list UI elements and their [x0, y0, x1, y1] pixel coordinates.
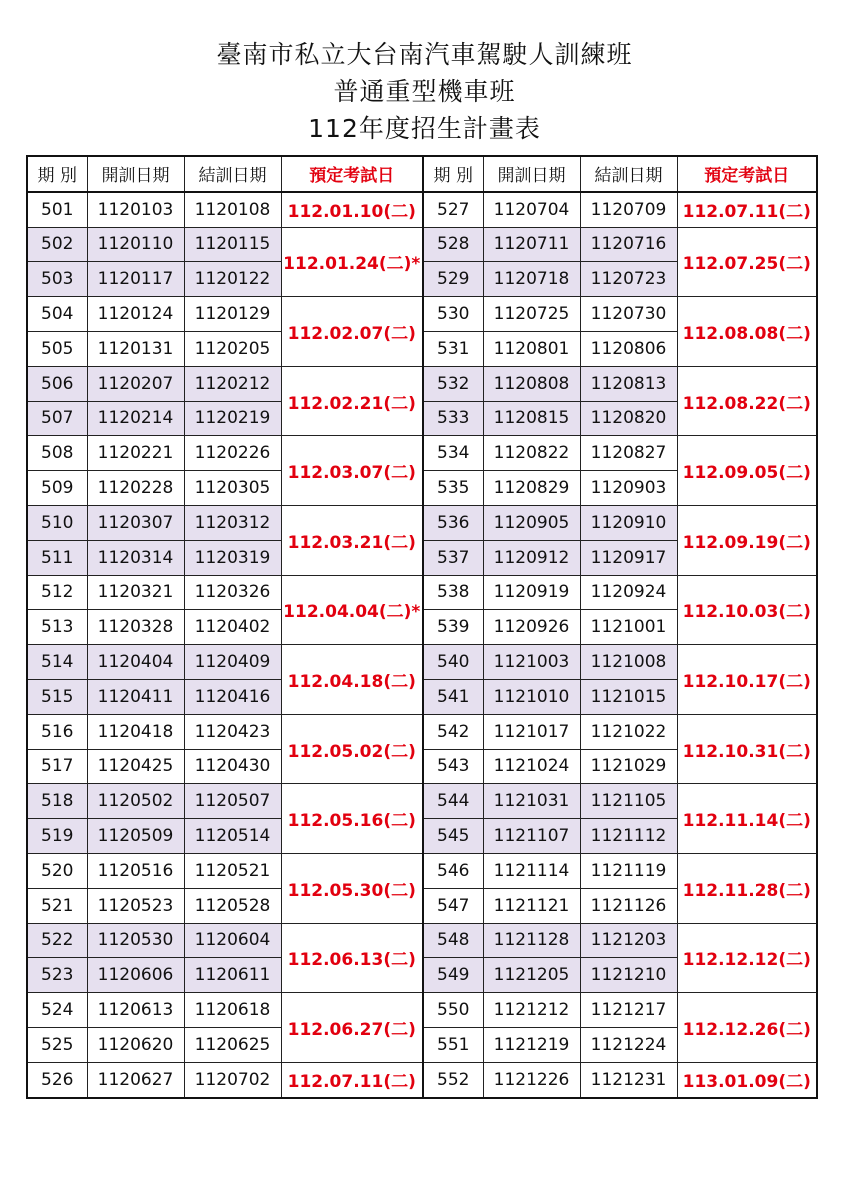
end-date-cell: 1121001 [580, 610, 677, 645]
exam-date-cell: 112.12.26(二) [677, 993, 817, 1063]
start-date-cell: 1120704 [483, 192, 580, 227]
end-date-cell: 1120716 [580, 227, 677, 262]
enrollment-schedule-table [26, 155, 818, 1099]
end-date-cell: 1121126 [580, 888, 677, 923]
period-cell: 510 [27, 505, 87, 540]
table-row [27, 1062, 817, 1097]
period-cell: 531 [423, 331, 483, 366]
exam-date-cell: 112.01.24(二)* [281, 227, 423, 297]
exam-date-cell: 112.10.03(二) [677, 575, 817, 645]
end-date-cell: 1120625 [184, 1027, 281, 1062]
period-cell: 536 [423, 505, 483, 540]
start-date-cell: 1120523 [87, 888, 184, 923]
start-date-cell: 1120502 [87, 784, 184, 819]
end-date-cell: 1120924 [580, 575, 677, 610]
period-cell: 519 [27, 819, 87, 854]
end-date-cell: 1120820 [580, 401, 677, 436]
exam-date-cell: 113.01.09(二) [677, 1062, 817, 1097]
end-date-cell: 1120416 [184, 679, 281, 714]
period-cell: 547 [423, 888, 483, 923]
end-date-cell: 1120917 [580, 540, 677, 575]
table-row [27, 297, 817, 332]
start-date-cell: 1121017 [483, 714, 580, 749]
exam-date-cell: 112.09.19(二) [677, 505, 817, 575]
period-cell: 544 [423, 784, 483, 819]
period-cell: 552 [423, 1062, 483, 1097]
start-date-cell: 1120725 [483, 297, 580, 332]
exam-date-cell: 112.10.17(二) [677, 645, 817, 715]
period-cell: 505 [27, 331, 87, 366]
exam-date-cell: 112.01.10(二) [281, 192, 423, 227]
start-date-cell: 1120829 [483, 471, 580, 506]
period-cell: 546 [423, 853, 483, 888]
period-cell: 550 [423, 993, 483, 1028]
end-date-cell: 1121224 [580, 1027, 677, 1062]
table-row [27, 784, 817, 819]
exam-date-cell: 112.05.30(二) [281, 853, 423, 923]
period-cell: 528 [423, 227, 483, 262]
end-date-cell: 1120806 [580, 331, 677, 366]
end-date-cell: 1120205 [184, 331, 281, 366]
period-cell: 549 [423, 958, 483, 993]
period-cell: 538 [423, 575, 483, 610]
start-date-cell: 1120110 [87, 227, 184, 262]
start-date-cell: 1120808 [483, 366, 580, 401]
period-cell: 518 [27, 784, 87, 819]
end-date-cell: 1121008 [580, 645, 677, 680]
end-date-cell: 1120423 [184, 714, 281, 749]
end-date-cell: 1120514 [184, 819, 281, 854]
period-cell: 524 [27, 993, 87, 1028]
start-date-cell: 1120307 [87, 505, 184, 540]
end-date-cell: 1120409 [184, 645, 281, 680]
start-date-cell: 1121107 [483, 819, 580, 854]
period-cell: 502 [27, 227, 87, 262]
end-date-cell: 1120521 [184, 853, 281, 888]
period-cell: 543 [423, 749, 483, 784]
exam-date-cell: 112.08.22(二) [677, 366, 817, 436]
end-date-cell: 1120618 [184, 993, 281, 1028]
period-cell: 551 [423, 1027, 483, 1062]
end-date-cell: 1120730 [580, 297, 677, 332]
end-date-cell: 1120129 [184, 297, 281, 332]
period-cell: 501 [27, 192, 87, 227]
start-date-cell: 1120801 [483, 331, 580, 366]
table-row [27, 853, 817, 888]
start-date-cell: 1120418 [87, 714, 184, 749]
start-date-cell: 1120822 [483, 436, 580, 471]
start-date-cell: 1120214 [87, 401, 184, 436]
start-date-cell: 1120919 [483, 575, 580, 610]
start-date-cell: 1120516 [87, 853, 184, 888]
start-date-cell: 1121212 [483, 993, 580, 1028]
exam-date-cell: 112.04.04(二)* [281, 575, 423, 645]
period-cell: 521 [27, 888, 87, 923]
start-date-cell: 1120509 [87, 819, 184, 854]
school-name: 臺南市私立大台南汽車駕駛人訓練班 [216, 40, 633, 69]
exam-date-cell: 112.07.11(二) [677, 192, 817, 227]
period-cell: 541 [423, 679, 483, 714]
period-cell: 508 [27, 436, 87, 471]
start-date-cell: 1121205 [483, 958, 580, 993]
exam-date-cell: 112.10.31(二) [677, 714, 817, 784]
period-cell: 529 [423, 262, 483, 297]
end-date-cell: 1120402 [184, 610, 281, 645]
end-date-cell: 1120305 [184, 471, 281, 506]
period-cell: 515 [27, 679, 87, 714]
header-start-date: 開訓日期 [87, 156, 184, 192]
table-row [27, 714, 817, 749]
start-date-cell: 1120425 [87, 749, 184, 784]
end-date-cell: 1121119 [580, 853, 677, 888]
end-date-cell: 1120122 [184, 262, 281, 297]
start-date-cell: 1121226 [483, 1062, 580, 1097]
start-date-cell: 1120404 [87, 645, 184, 680]
start-date-cell: 1120613 [87, 993, 184, 1028]
end-date-cell: 1120212 [184, 366, 281, 401]
end-date-cell: 1120903 [580, 471, 677, 506]
end-date-cell: 1121210 [580, 958, 677, 993]
class-type: 普通重型機車班 [333, 77, 516, 106]
document-header [0, 36, 849, 147]
end-date-cell: 1120115 [184, 227, 281, 262]
end-date-cell: 1120827 [580, 436, 677, 471]
start-date-cell: 1120711 [483, 227, 580, 262]
exam-date-cell: 112.11.28(二) [677, 853, 817, 923]
start-date-cell: 1120314 [87, 540, 184, 575]
table-row [27, 505, 817, 540]
period-cell: 535 [423, 471, 483, 506]
exam-date-cell: 112.05.16(二) [281, 784, 423, 854]
exam-date-cell: 112.11.14(二) [677, 784, 817, 854]
start-date-cell: 1120620 [87, 1027, 184, 1062]
end-date-cell: 1120430 [184, 749, 281, 784]
table-row [27, 192, 817, 227]
end-date-cell: 1121217 [580, 993, 677, 1028]
header-exam-date: 預定考試日 [281, 156, 423, 192]
end-date-cell: 1120709 [580, 192, 677, 227]
exam-date-cell: 112.07.25(二) [677, 227, 817, 297]
start-date-cell: 1121219 [483, 1027, 580, 1062]
period-cell: 539 [423, 610, 483, 645]
start-date-cell: 1120627 [87, 1062, 184, 1097]
exam-date-cell: 112.03.07(二) [281, 436, 423, 506]
header-end-date: 結訓日期 [184, 156, 281, 192]
table-row [27, 366, 817, 401]
end-date-cell: 1121105 [580, 784, 677, 819]
period-cell: 525 [27, 1027, 87, 1062]
period-cell: 511 [27, 540, 87, 575]
exam-date-cell: 112.03.21(二) [281, 505, 423, 575]
period-cell: 514 [27, 645, 87, 680]
start-date-cell: 1120124 [87, 297, 184, 332]
exam-date-cell: 112.08.08(二) [677, 297, 817, 367]
end-date-cell: 1120702 [184, 1062, 281, 1097]
period-cell: 533 [423, 401, 483, 436]
start-date-cell: 1120815 [483, 401, 580, 436]
end-date-cell: 1120528 [184, 888, 281, 923]
end-date-cell: 1121015 [580, 679, 677, 714]
start-date-cell: 1121003 [483, 645, 580, 680]
exam-date-cell: 112.09.05(二) [677, 436, 817, 506]
end-date-cell: 1120910 [580, 505, 677, 540]
period-cell: 537 [423, 540, 483, 575]
start-date-cell: 1120131 [87, 331, 184, 366]
end-date-cell: 1121022 [580, 714, 677, 749]
start-date-cell: 1120530 [87, 923, 184, 958]
table-row [27, 436, 817, 471]
start-date-cell: 1121010 [483, 679, 580, 714]
end-date-cell: 1120312 [184, 505, 281, 540]
start-date-cell: 1121114 [483, 853, 580, 888]
exam-date-cell: 112.07.11(二) [281, 1062, 423, 1097]
period-cell: 527 [423, 192, 483, 227]
period-cell: 520 [27, 853, 87, 888]
end-date-cell: 1121029 [580, 749, 677, 784]
end-date-cell: 1120813 [580, 366, 677, 401]
period-cell: 506 [27, 366, 87, 401]
period-cell: 548 [423, 923, 483, 958]
start-date-cell: 1120103 [87, 192, 184, 227]
table-row [27, 227, 817, 262]
end-date-cell: 1120604 [184, 923, 281, 958]
start-date-cell: 1120321 [87, 575, 184, 610]
exam-date-cell: 112.12.12(二) [677, 923, 817, 993]
exam-date-cell: 112.04.18(二) [281, 645, 423, 715]
end-date-cell: 1120611 [184, 958, 281, 993]
period-cell: 540 [423, 645, 483, 680]
end-date-cell: 1120219 [184, 401, 281, 436]
end-date-cell: 1121231 [580, 1062, 677, 1097]
period-cell: 523 [27, 958, 87, 993]
period-cell: 517 [27, 749, 87, 784]
header-end-date: 結訓日期 [580, 156, 677, 192]
period-cell: 526 [27, 1062, 87, 1097]
header-exam-date: 預定考試日 [677, 156, 817, 192]
start-date-cell: 1120606 [87, 958, 184, 993]
end-date-cell: 1121112 [580, 819, 677, 854]
exam-date-cell: 112.02.07(二) [281, 297, 423, 367]
exam-date-cell: 112.02.21(二) [281, 366, 423, 436]
table-row [27, 923, 817, 958]
start-date-cell: 1120328 [87, 610, 184, 645]
period-cell: 534 [423, 436, 483, 471]
period-cell: 507 [27, 401, 87, 436]
plan-title: 112年度招生計畫表 [308, 114, 541, 143]
end-date-cell: 1121203 [580, 923, 677, 958]
table-row [27, 645, 817, 680]
period-cell: 542 [423, 714, 483, 749]
header-start-date: 開訓日期 [483, 156, 580, 192]
period-cell: 509 [27, 471, 87, 506]
start-date-cell: 1120411 [87, 679, 184, 714]
table-row [27, 575, 817, 610]
period-cell: 513 [27, 610, 87, 645]
start-date-cell: 1121128 [483, 923, 580, 958]
start-date-cell: 1120905 [483, 505, 580, 540]
period-cell: 503 [27, 262, 87, 297]
start-date-cell: 1121031 [483, 784, 580, 819]
table-row [27, 993, 817, 1028]
exam-date-cell: 112.06.27(二) [281, 993, 423, 1063]
exam-date-cell: 112.06.13(二) [281, 923, 423, 993]
start-date-cell: 1120718 [483, 262, 580, 297]
start-date-cell: 1120207 [87, 366, 184, 401]
period-cell: 530 [423, 297, 483, 332]
period-cell: 532 [423, 366, 483, 401]
start-date-cell: 1120117 [87, 262, 184, 297]
period-cell: 522 [27, 923, 87, 958]
end-date-cell: 1120108 [184, 192, 281, 227]
end-date-cell: 1120326 [184, 575, 281, 610]
end-date-cell: 1120507 [184, 784, 281, 819]
end-date-cell: 1120226 [184, 436, 281, 471]
period-cell: 545 [423, 819, 483, 854]
exam-date-cell: 112.05.02(二) [281, 714, 423, 784]
header-period: 期 別 [27, 156, 87, 192]
start-date-cell: 1120228 [87, 471, 184, 506]
end-date-cell: 1120319 [184, 540, 281, 575]
start-date-cell: 1120221 [87, 436, 184, 471]
table-header-row [27, 156, 817, 192]
period-cell: 516 [27, 714, 87, 749]
header-period: 期 別 [423, 156, 483, 192]
start-date-cell: 1121024 [483, 749, 580, 784]
start-date-cell: 1120912 [483, 540, 580, 575]
start-date-cell: 1120926 [483, 610, 580, 645]
period-cell: 512 [27, 575, 87, 610]
period-cell: 504 [27, 297, 87, 332]
end-date-cell: 1120723 [580, 262, 677, 297]
start-date-cell: 1121121 [483, 888, 580, 923]
